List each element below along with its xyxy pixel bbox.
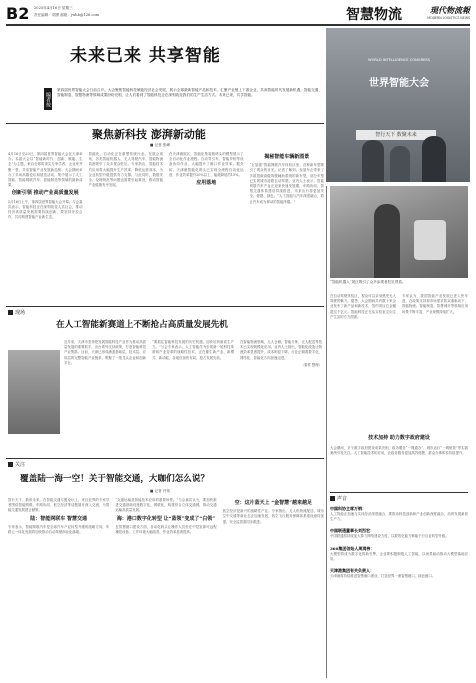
article3-tag bbox=[8, 461, 25, 468]
voice-item bbox=[330, 546, 468, 562]
article3-title: 覆盖陆一海一空！关于智能交通，大咖们怎么说？ bbox=[20, 474, 210, 484]
expo-photo-robot bbox=[414, 220, 446, 260]
hero-photo-person-center bbox=[390, 146, 410, 182]
article2-tag-label: 现场 bbox=[15, 310, 26, 316]
article1-col2-text: 智能化、自动化正在重塑传统行业。在展会现场，各类智能机器人、无人驾驶汽车、智能物流装备吸引了众多观众驻足。专家指出，智能技术的应用将大幅提升生产效率，降低运营成本，为企业转型升级提供有力支撑。与此同时，数据安全、伦理规范等问题也需要引起重视，推动智能产业健康有序发展。 bbox=[88, 152, 163, 188]
article1-col1-text: 4月16日至20日，第四届世界智能大会在天津举办。本届大会以“智能新时代：创新、赋能、生态”为主题，来自全球的顶尖专家学者、企业家齐聚一堂，共话智能产业发展新趋势。大会期间举办了多场高端论坛和展览活动，集中展示了人工智能、智能网联汽车、智能制造等领域的最新成果。 bbox=[8, 152, 83, 188]
voice-item bbox=[330, 568, 468, 579]
voice-text: 天津港将持续推进智慧港口建设，打造世界一流智慧港口、绿色港口。 bbox=[330, 574, 436, 579]
expo-photo-person bbox=[374, 204, 400, 278]
section-title: 智慧物流 bbox=[346, 7, 402, 23]
article1-col2 bbox=[89, 152, 164, 302]
voice-item bbox=[330, 506, 468, 522]
expo-photo bbox=[330, 186, 468, 278]
article1-col4 bbox=[250, 152, 325, 302]
article2-tag-marker bbox=[8, 310, 13, 315]
article2-title: 在人工智能新赛道上不断抢占高质量发展先机 bbox=[56, 320, 228, 330]
article1-col4-text: “五星级”智能网联汽车体验区里，各种新车型吸引了观众的目光。记者了解到，参展车企带来了多款搭载高级驾驶辅助系统的新车型，部分车型已实现城市道路自动驾驶。业内人士表示，智能网联汽车产业正迎来快速发展期，车路协同、智慧交通体系建设持续推进，未来出行将更加安全、便捷、绿色。“人工智能与汽车深度融合，将让汽车成为移动的智能终端。” bbox=[249, 163, 324, 204]
hero-photo-banner: 智行天下 数聚未来 bbox=[356, 130, 436, 140]
article1-col3 bbox=[169, 152, 244, 302]
article3-sub1: 陆：智能网联车 智慧交通 bbox=[30, 515, 88, 522]
right-col-subhead: 技术加持 助力数字政府建设 bbox=[368, 435, 430, 441]
page-number: B2 bbox=[6, 4, 30, 23]
voices-list bbox=[330, 506, 468, 678]
article2-sign: （秦哲 整理） bbox=[300, 362, 322, 367]
article3-col1 bbox=[8, 498, 109, 678]
article3-sub2: 海：港口数字化转型 让“蓝领”变成了“白领” bbox=[116, 515, 216, 522]
voice-text: 大模型将成为数字化的新引擎，企业要积极拥抱人工智能，以场景驱动推动大模型落地应用。 bbox=[330, 551, 468, 561]
article2-body bbox=[64, 340, 322, 456]
hero-photo bbox=[326, 28, 470, 182]
article3-text5: 低空经济是新兴的战略性产业。专家指出，无人机物流配送、城市空中交通等新业态正加速发展，低空飞行服务保障体系建设亟待加强，安全监管需同步跟进。 bbox=[222, 509, 324, 524]
expo-photo-caption: “智能机器人”展区吸引了众多参观者驻足观看。 bbox=[330, 280, 406, 284]
article3-tag-label: 关注 bbox=[15, 462, 26, 468]
voice-head: 中国联通董事长刘烈宏： bbox=[330, 528, 374, 534]
hero-photo-person-left bbox=[362, 140, 384, 182]
lead-side-tag: 编者按 bbox=[44, 88, 52, 110]
article2-rule bbox=[6, 306, 324, 307]
voices-tag bbox=[330, 495, 347, 502]
voice-head: 中国科协主席万钢： bbox=[330, 506, 366, 511]
voice-item bbox=[330, 528, 468, 539]
article1-title: 聚焦新科技 澎湃新动能 bbox=[92, 128, 206, 141]
article3-text2: 专家表示，智能网联汽车是全球汽车产业转型升级的战略方向，车路云一体化发展将加快推动自动驾驶商业化落地。 bbox=[8, 524, 110, 535]
paper-sub: MODERN LOGISTICS NEWS bbox=[427, 16, 470, 20]
article1-byline: ■ 记者 张峰 bbox=[150, 143, 171, 147]
column-divider bbox=[326, 186, 327, 678]
article3-body bbox=[8, 498, 324, 678]
article3-byline: ■ 记者 许伟 bbox=[150, 489, 171, 493]
article3-sub3: 空：这片蓝天上 “金智慧”越来越足 bbox=[234, 500, 313, 506]
article1-col1b-text: 5月16日上午，第四届世界智能大会开幕。与会嘉宾表示，智能科技正在深刻改变人类社会，推动经济高质量发展需要持续创新，要坚持开放合作，共同构建智能产业新生态。 bbox=[8, 199, 83, 220]
editor-line: 责任编辑：胡勇 邮箱：jwhb@126.com bbox=[34, 13, 100, 17]
article2-tag bbox=[8, 309, 25, 316]
article3-text1: 智行天下，数驭未来。在智能交通专题论坛上，来自业界的专家学者围绕智能网联、车路协同、低空经济等话题展开深入交流，为智能交通发展建言献策。 bbox=[8, 498, 110, 513]
article2-photo bbox=[8, 350, 60, 434]
article1-col1 bbox=[8, 152, 83, 302]
right-col-text3: 大会期间，多个数字政府建设成果亮相，政务服务“一网通办”、城市运行“一网统管”等实践案例引发关注。人工智能技术的应用，让政务服务更加高效便捷，群众办事体验持续提升。 bbox=[330, 446, 468, 456]
article3-text4: 在智慧港口建设方面，自动化码头让操作人员坐在中控室即可远程操控设备，工作环境大幅改善，作业效率显著提高。 bbox=[115, 524, 217, 535]
article1-col4-subhead: 揭秘智能车辆新图景 bbox=[264, 154, 310, 160]
voice-head: 360集团创始人周鸿祎： bbox=[330, 545, 375, 551]
article2-text3: 在智能物流领域，无人仓储、智能分拣、无人配送等技术已实现规模化应用。业内人士指出，智能化改造让物流效率显著提升，成本明显下降，行业正朝着数字化、网络化、智能化方向加速迈进。 bbox=[240, 340, 322, 360]
hero-photo-person-right bbox=[422, 136, 446, 182]
article2-col1 bbox=[64, 340, 146, 456]
lead-title: 未来已来 共享智能 bbox=[70, 46, 221, 66]
voice-text: 中国联通将持续加大算力网络建设力度，以数智化能力赋能千行百业转型升级。 bbox=[330, 534, 449, 539]
article1-col1-subhead: 创新引领 推动产业高质量发展 bbox=[11, 190, 79, 197]
article3-text3: “交通运输是智能技术应用的重要场景。”与会嘉宾认为，要加快推进交通基础设施数字化、网联化，构建综合立体交通网，推动交通运输高质量发展。 bbox=[115, 498, 217, 513]
article2-text2: “要抓住智能科技发展的历史机遇，加快培育新质生产力。”与会专家表示，人工智能作为引领新一轮科技革命和产业变革的战略性技术，正在催生新产业、新模式、新动能，各地应加快布局，抢占发展先机。 bbox=[152, 340, 234, 360]
right-col-text2: 专家认为，我国智能产业发展已进入快车道，在政策支持和市场需求的双重驱动下，智能物流、智能制造、智慧城市等领域应用场景不断丰富，产业规模持续扩大。 bbox=[402, 294, 468, 314]
article2-text1: 近年来，天津市坚持把发展智能科技产业作为推动高质量发展的重要抓手，出台系列支持政策，打造智能科技产业集群。目前，天津已形成涵盖基础层、技术层、应用层的完整智能产业链条，集聚了一批龙头企业和创新平台。 bbox=[64, 340, 146, 365]
hero-photo-sign-top: WORLD INTELLIGENCE CONGRESS bbox=[368, 58, 430, 62]
article2-col2 bbox=[152, 340, 234, 456]
voices-rule bbox=[330, 492, 468, 493]
voices-tag-marker bbox=[330, 496, 335, 501]
article3-col2 bbox=[115, 498, 216, 678]
voices-tag-label: 声音 bbox=[337, 496, 348, 502]
paper-name: 現代物流報 bbox=[430, 5, 470, 15]
article1-col3-subhead: 应用落地 bbox=[196, 180, 217, 187]
right-col-text1: 在自动驾驶体验区，观众可以亲身感受无人驾驶的魅力。据悉，大会期间共有数十家企业发布了新产品和新技术，签约项目总金额超过千亿元。智能科技正在从实验室走向生产生活的方方面面。 bbox=[330, 294, 396, 319]
article1-col3-text: 在天津港展区，智能化集装箱码头的模型展示了全自动化作业流程。自动导引车、智能岸桥等设备协同作业，大幅提升了港口作业效率。据介绍，天津港智能化码头已实现全流程自动化运营，作业效率提升20%以上，能耗降低约15%。 bbox=[169, 152, 244, 177]
voice-head: 天津港集团有关负责人： bbox=[330, 568, 374, 574]
hero-photo-sign-main: 世界智能大会 bbox=[369, 78, 429, 89]
article2-col3 bbox=[240, 340, 322, 456]
article1-body bbox=[8, 152, 324, 302]
voice-text: 人工智能正加速与实体经济深度融合，要推动科技创新和产业创新深度融合，培育发展新质生产力。 bbox=[330, 512, 468, 522]
lead-intro: 第四届世界智能大会日前召开。大会聚焦智能科技赋能经济社会发展，展示全球最新智能产品和技术，汇聚产业链上下游企业，共商智能时代发展新机遇。智能交通、智能制造、智慧物流等领域成果纷纷亮相，让人们看到了智能科技正在深刻改变我们的生产生活方式。未来已来，共享智能。 bbox=[57, 88, 322, 98]
masthead-rule bbox=[6, 24, 470, 26]
article3-col3 bbox=[223, 498, 324, 678]
lead-rule bbox=[6, 123, 324, 124]
date-line: 2025年4月16日 星期三 bbox=[34, 6, 73, 10]
article3-rule bbox=[6, 458, 324, 459]
article3-tag-marker bbox=[8, 462, 13, 467]
